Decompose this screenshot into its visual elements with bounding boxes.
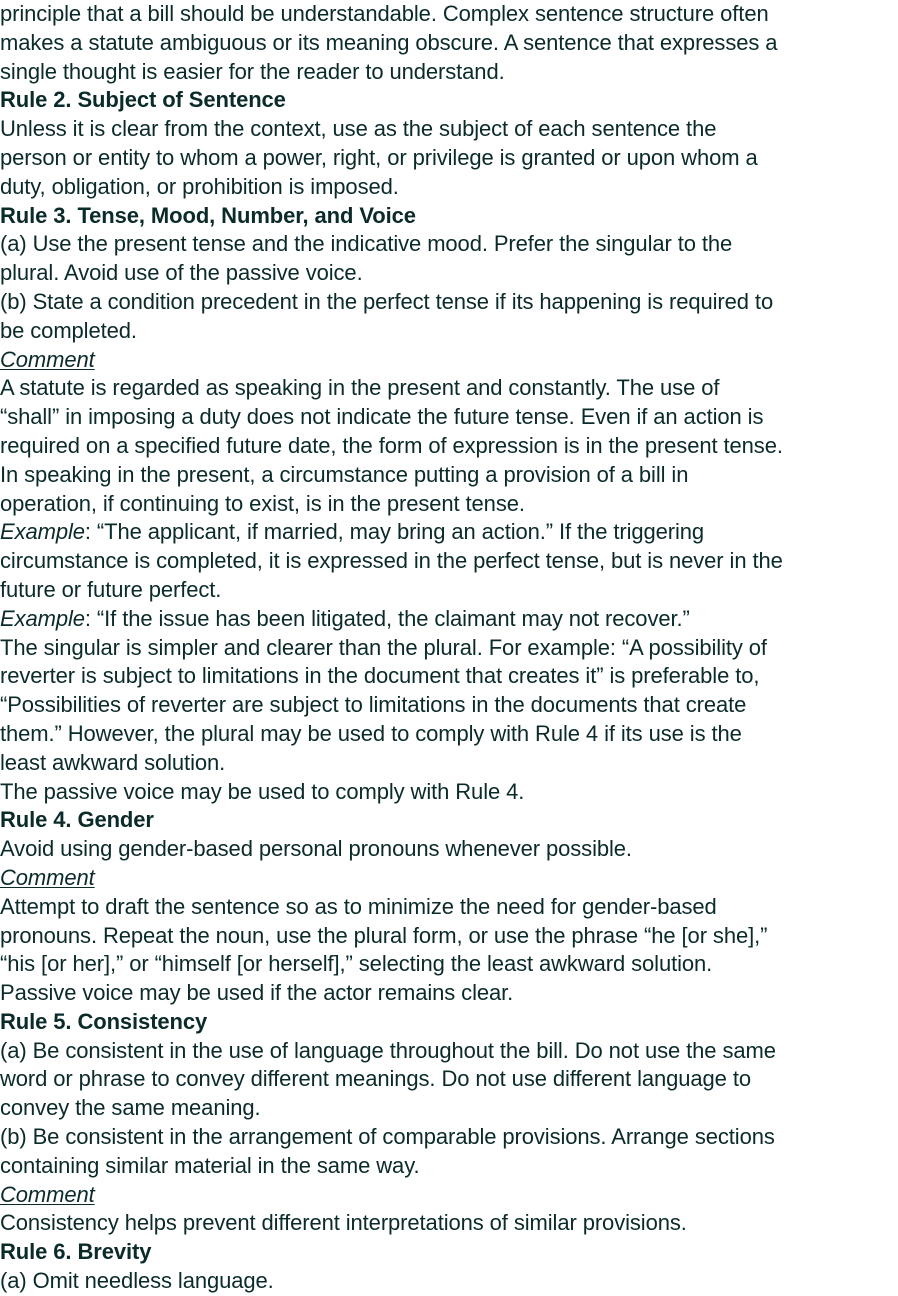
example-label: Example <box>0 605 85 631</box>
text-line: (a) Use the present tense and the indicative mood. Prefer the singular to the <box>0 231 733 257</box>
text-line: containing similar material in the same way. <box>0 1152 420 1178</box>
text-line: The passive voice may be used to comply with Rule 4. <box>0 778 525 804</box>
rule-5-section <box>0 1008 898 1238</box>
text-line: A statute is regarded as speaking in the present and constantly. The use of <box>0 375 720 401</box>
example-2-line <box>0 605 898 634</box>
text-line: makes a statute ambiguous or its meaning obscure. A sentence that expresses a <box>0 29 778 55</box>
text-line: (b) State a condition precedent in the perfect tense if its happening is required to <box>0 288 774 314</box>
text-line: Attempt to draft the sentence so as to minimize the need for gender-based <box>0 893 717 919</box>
comment-label-line <box>0 864 898 893</box>
text-line: duty, obligation, or prohibition is imposed. <box>0 173 399 199</box>
text-line: Passive voice may be used if the actor remains clear. <box>0 980 514 1006</box>
text-line: them.” However, the plural may be used to comply with Rule 4 if its use is the <box>0 720 742 746</box>
text-line: word or phrase to convey different meanings. Do not use different language to <box>0 1066 751 1092</box>
example-1-line <box>0 518 898 547</box>
rule-2-heading: Rule 2. Subject of Sentence <box>0 87 286 113</box>
text-line: Unless it is clear from the context, use as the subject of each sentence the <box>0 116 717 142</box>
example-label: Example <box>0 519 85 545</box>
text-line: Consistency helps prevent different interpretations of similar provisions. <box>0 1210 687 1236</box>
text-line: In speaking in the present, a circumstance putting a provision of a bill in <box>0 461 689 487</box>
rule-4-heading: Rule 4. Gender <box>0 807 154 833</box>
text-line: (a) Omit needless language. <box>0 1268 274 1294</box>
text-line: (a) Be consistent in the use of language throughout the bill. Do not use the same <box>0 1037 776 1063</box>
text-line: required on a specified future date, the form of expression is in the present tense. <box>0 432 783 458</box>
comment-label: Comment <box>0 346 95 372</box>
comment-label-line <box>0 1181 898 1210</box>
text-line: “his [or her],” or “himself [or herself],” selecting the least awkward solution. <box>0 951 713 977</box>
text-line: (b) Be consistent in the arrangement of comparable provisions. Arrange sections <box>0 1124 775 1150</box>
comment-label-line <box>0 346 898 375</box>
rule-3-heading: Rule 3. Tense, Mood, Number, and Voice <box>0 202 416 228</box>
intro-paragraph <box>0 0 898 86</box>
rule-4-section <box>0 806 898 1008</box>
text-line: single thought is easier for the reader to understand. <box>0 58 505 84</box>
comment-label: Comment <box>0 1181 95 1207</box>
text-line: The singular is simpler and clearer than the plural. For example: “A possibility of <box>0 634 767 660</box>
text-line: person or entity to whom a power, right, or privilege is granted or upon whom a <box>0 144 758 170</box>
text-line: reverter is subject to limitations in the document that creates it” is preferable to, <box>0 663 760 689</box>
text-line: circumstance is completed, it is expressed in the perfect tense, but is never in the <box>0 548 783 574</box>
rule-6-heading: Rule 6. Brevity <box>0 1239 152 1265</box>
text-line: pronouns. Repeat the noun, use the plural form, or use the phrase “he [or she],” <box>0 922 768 948</box>
example-2-text: : “If the issue has been litigated, the claimant may not recover.” <box>84 605 690 631</box>
text-line: least awkward solution. <box>0 749 226 775</box>
text-line: future or future perfect. <box>0 576 222 602</box>
rule-6-section <box>0 1238 898 1296</box>
text-line: “Possibilities of reverter are subject to limitations in the documents that create <box>0 692 747 718</box>
rule-5-heading: Rule 5. Consistency <box>0 1008 208 1034</box>
text-line: be completed. <box>0 317 137 343</box>
text-line: plural. Avoid use of the passive voice. <box>0 260 363 286</box>
rule-2-section <box>0 86 898 201</box>
text-line: “shall” in imposing a duty does not indicate the future tense. Even if an action is <box>0 404 764 430</box>
text-line: principle that a bill should be understandable. Complex sentence structure often <box>0 1 769 26</box>
rule-3-section <box>0 202 898 807</box>
text-line: convey the same meaning. <box>0 1095 261 1121</box>
text-line: Avoid using gender-based personal pronouns whenever possible. <box>0 836 632 862</box>
text-line: operation, if continuing to exist, is in the present tense. <box>0 490 525 516</box>
comment-label: Comment <box>0 864 95 890</box>
example-1-text: : “The applicant, if married, may bring an action.” If the triggering <box>84 519 705 545</box>
